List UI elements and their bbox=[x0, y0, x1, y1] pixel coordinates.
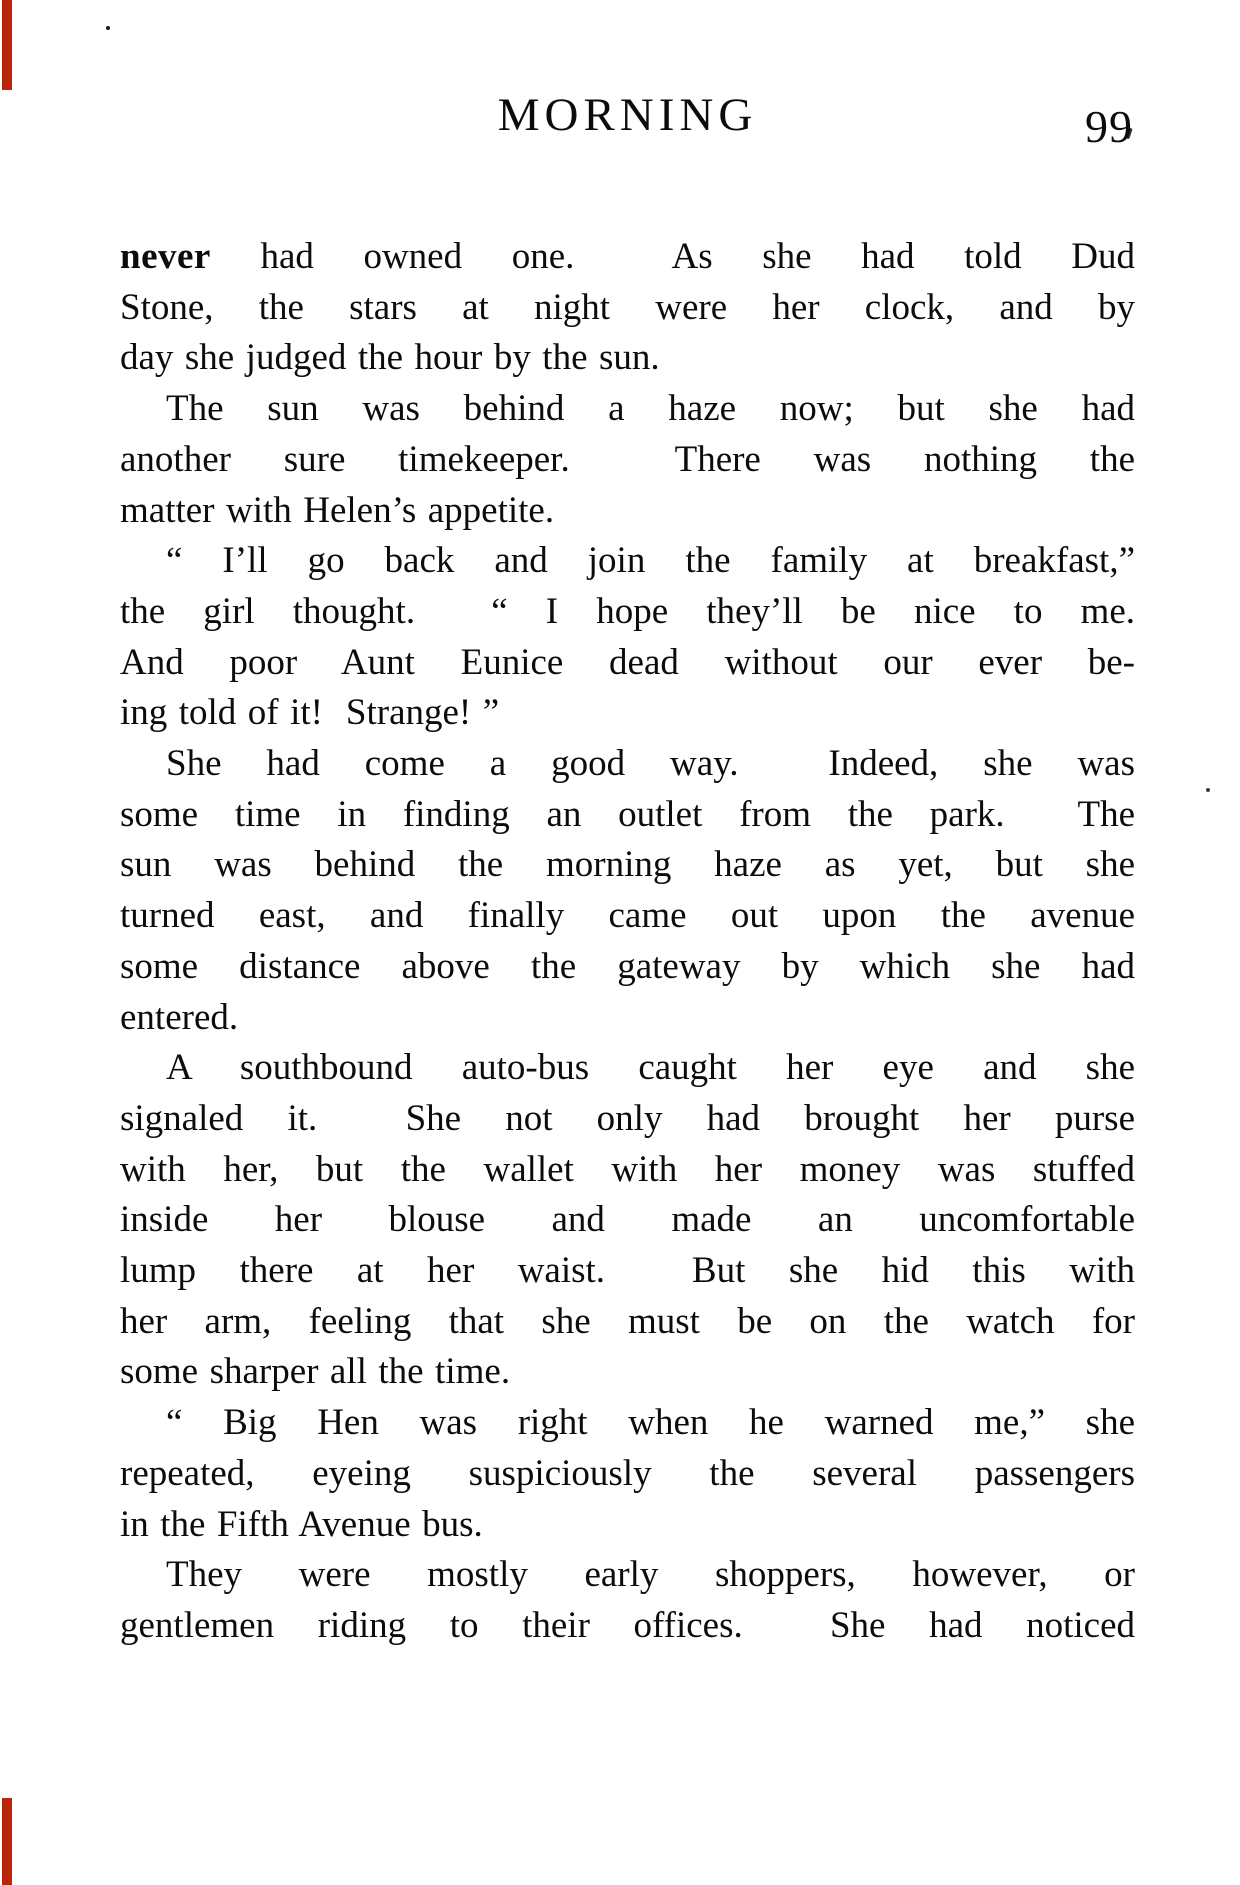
text-line: some time in finding an outlet from the park. The bbox=[120, 793, 1135, 835]
text-line: A southbound auto-bus caught her eye and she bbox=[166, 1047, 1135, 1089]
body-text bbox=[120, 232, 1135, 1652]
text-line: inside her blouse and made an uncomfortable bbox=[120, 1199, 1135, 1241]
text-line: lump there at her waist. But she hid this with bbox=[120, 1250, 1135, 1292]
red-edge-mark-top bbox=[2, 0, 12, 90]
page-number: 99 bbox=[1085, 101, 1133, 152]
text-line: sun was behind the morning haze as yet, but she bbox=[120, 844, 1135, 886]
text-line: with her, but the wallet with her money was stuffed bbox=[120, 1148, 1135, 1190]
text-line: Stone, the stars at night were her clock, and by bbox=[120, 286, 1135, 328]
text-line: And poor Aunt Eunice dead without our ever be- bbox=[120, 641, 1135, 683]
text-line: her arm, feeling that she must be on the watch for bbox=[120, 1300, 1135, 1342]
scan-speck bbox=[106, 26, 110, 30]
text-line: gentlemen riding to their offices. She had noticed bbox=[120, 1604, 1135, 1646]
text-line: signaled it. She not only had brought her purse bbox=[120, 1097, 1135, 1139]
scan-speck bbox=[1206, 788, 1210, 792]
text-line: She had come a good way. Indeed, she was bbox=[166, 743, 1135, 785]
text-line: They were mostly early shoppers, however, or bbox=[166, 1554, 1135, 1596]
text-line: never had owned one. As she had told Dud bbox=[120, 236, 1135, 277]
text-line: The sun was behind a haze now; but she had bbox=[166, 388, 1135, 430]
text-line: repeated, eyeing suspiciously the several passengers bbox=[120, 1452, 1135, 1494]
text-line: some distance above the gateway by which she had bbox=[120, 945, 1135, 987]
chapter-title: MORNING bbox=[497, 89, 758, 141]
text-line: “ I’ll go back and join the family at breakfast,” bbox=[166, 540, 1135, 582]
running-header bbox=[120, 88, 1135, 152]
text-line: matter with Helen’s appetite. bbox=[120, 489, 555, 531]
text-line: in the Fifth Avenue bus. bbox=[120, 1503, 483, 1545]
text-line: ing told of it! Strange! ” bbox=[120, 692, 500, 734]
text-line: entered. bbox=[120, 996, 239, 1038]
text-line: the girl thought. “ I hope they’ll be nice to me. bbox=[120, 590, 1135, 632]
text-line: another sure timekeeper. There was nothing the bbox=[120, 438, 1135, 480]
text-line: day she judged the hour by the sun. bbox=[120, 337, 660, 379]
red-edge-mark-bottom bbox=[2, 1798, 12, 1885]
text-line: some sharper all the time. bbox=[120, 1351, 511, 1393]
text-line: “ Big Hen was right when he warned me,” she bbox=[166, 1402, 1135, 1444]
text-line: turned east, and finally came out upon the avenue bbox=[120, 895, 1135, 937]
